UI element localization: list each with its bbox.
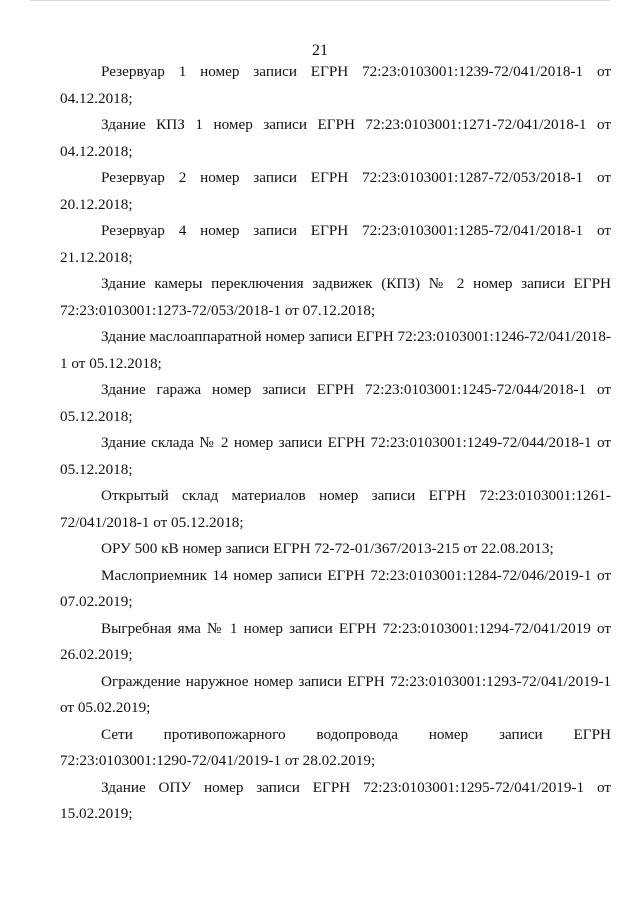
- list-item: Открытый склад материалов номер записи ЕГРН 72:23:0103001:1261-72/041/2018-1 от 05.12.2018;: [60, 487, 611, 531]
- list-item: Сети противопожарного водопровода номер записи ЕГРН 72:23:0103001:1290-72/041/2019-1 от 28.02.2019;: [60, 725, 611, 769]
- list-item: Здание склада № 2 номер записи ЕГРН 72:23:0103001:1249-72/044/2018-1 от 05.12.2018;: [60, 434, 611, 478]
- list-item: Выгребная яма № 1 номер записи ЕГРН 72:23:0103001:1294-72/041/2019 от 26.02.2019;: [60, 619, 611, 663]
- list-item: Здание гаража номер записи ЕГРН 72:23:0103001:1245-72/044/2018-1 от 05.12.2018;: [60, 381, 611, 425]
- list-item: Ограждение наружное номер записи ЕГРН 72:23:0103001:1293-72/041/2019-1 от 05.02.2019;: [60, 672, 611, 716]
- page-number: 21: [312, 42, 328, 59]
- document-body: [60, 59, 611, 828]
- list-item: Маслоприемник 14 номер записи ЕГРН 72:23:0103001:1284-72/046/2019-1 от 07.02.2019;: [60, 566, 611, 610]
- list-item: Здание маслоаппаратной номер записи ЕГРН 72:23:0103001:1246-72/041/2018-1 от 05.12.2018;: [60, 328, 611, 372]
- top-edge-rule: [30, 0, 610, 1]
- list-item: Резервуар 2 номер записи ЕГРН 72:23:0103001:1287-72/053/2018-1 от 20.12.2018;: [60, 169, 611, 213]
- list-item: Здание камеры переключения задвижек (КПЗ) № 2 номер записи ЕГРН 72:23:0103001:1273-72/053/2018-1 от 07.12.2018;: [60, 275, 611, 319]
- list-item: Резервуар 1 номер записи ЕГРН 72:23:0103001:1239-72/041/2018-1 от 04.12.2018;: [60, 63, 611, 107]
- list-item: Здание ОПУ номер записи ЕГРН 72:23:0103001:1295-72/041/2019-1 от 15.02.2019;: [60, 778, 611, 822]
- list-item: Здание КПЗ 1 номер записи ЕГРН 72:23:0103001:1271-72/041/2018-1 от 04.12.2018;: [60, 116, 611, 160]
- list-item: ОРУ 500 кВ номер записи ЕГРН 72-72-01/367/2013-215 от 22.08.2013;: [101, 540, 554, 557]
- list-item: Резервуар 4 номер записи ЕГРН 72:23:0103001:1285-72/041/2018-1 от 21.12.2018;: [60, 222, 611, 266]
